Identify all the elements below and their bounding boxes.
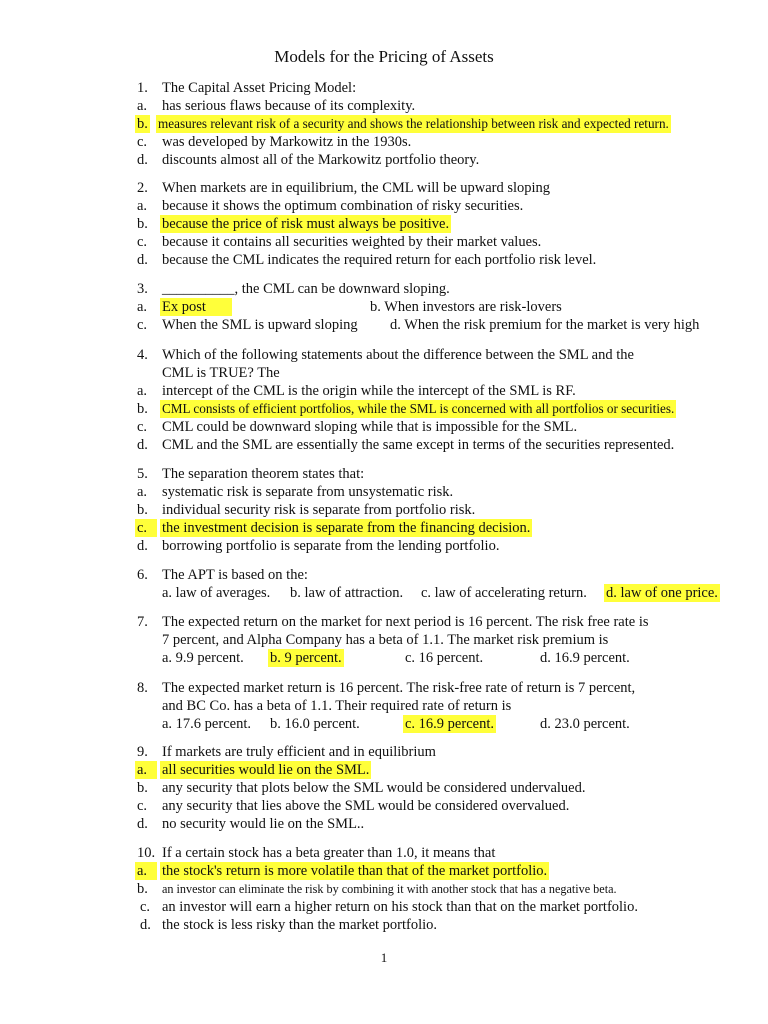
question-stem: If markets are truly efficient and in equilibrium — [162, 744, 436, 760]
option-c: CML could be downward sloping while that is impossible for the SML. — [162, 419, 578, 435]
option-label: d. — [137, 152, 148, 168]
question-stem: The Capital Asset Pricing Model: — [162, 80, 357, 96]
option-label: d. — [137, 437, 148, 453]
option-c: because it contains all securities weighted by their market values. — [162, 234, 542, 250]
option-d: d. 16.9 percent. — [540, 650, 630, 666]
question-5 — [0, 465, 768, 555]
option-b: b. When investors are risk-lovers — [370, 299, 562, 315]
option-a: has serious flaws because of its complexity. — [162, 98, 416, 114]
question-stem-continued: and BC Co. has a beta of 1.1. Their required rate of return is — [162, 698, 512, 714]
option-label: c. — [137, 419, 148, 435]
option-c-highlighted: the investment decision is separate from the financing decision. — [162, 520, 531, 536]
option-d: CML and the SML are essentially the same except in terms of the securities represented. — [162, 437, 675, 453]
option-label: a. — [135, 761, 157, 779]
option-label: a. — [135, 862, 157, 880]
option-b: b. 16.0 percent. — [270, 716, 360, 732]
question-number: 4. — [137, 347, 148, 363]
option-b: b. law of attraction. — [290, 585, 404, 601]
option-b: any security that plots below the SML would be considered undervalued. — [162, 780, 586, 796]
page-title: Models for the Pricing of Assets — [274, 47, 494, 66]
question-stem: The expected market return is 16 percent. The risk-free rate of return is 7 percent, — [162, 680, 636, 696]
question-stem: The APT is based on the: — [162, 567, 308, 583]
option-d: no security would lie on the SML.. — [162, 816, 365, 832]
option-a: a. 17.6 percent. — [162, 716, 251, 732]
question-stem: __________, the CML can be downward sloping. — [162, 281, 450, 297]
option-label: c. — [137, 798, 148, 814]
question-stem: When markets are in equilibrium, the CML will be upward sloping — [162, 180, 551, 196]
option-a: a. law of averages. — [162, 585, 271, 601]
option-d: d. 23.0 percent. — [540, 716, 630, 732]
option-a: a. 9.9 percent. — [162, 650, 244, 666]
option-label: a. — [137, 198, 148, 214]
option-label: a. — [137, 98, 148, 114]
question-stem: The expected return on the market for next period is 16 percent. The risk free rate is — [162, 614, 649, 630]
question-number: 3. — [137, 281, 148, 297]
question-number: 10. — [137, 845, 156, 861]
page-number: 1 — [380, 950, 388, 965]
option-label: b. — [137, 401, 148, 417]
option-label: c. — [140, 899, 151, 915]
option-label: b. — [137, 881, 148, 897]
question-number: 5. — [137, 466, 148, 482]
option-d: borrowing portfolio is separate from the lending portfolio. — [162, 538, 500, 554]
option-b-highlighted: b. 9 percent. — [270, 650, 342, 666]
option-label: b. — [137, 502, 148, 518]
option-b-highlighted: because the price of risk must always be positive. — [162, 216, 450, 232]
question-number: 2. — [137, 180, 148, 196]
option-b: an investor can eliminate the risk by combining it with another stock that has a negative beta. — [162, 882, 617, 896]
option-c: When the SML is upward sloping — [162, 317, 358, 333]
option-label: c. — [137, 234, 148, 250]
option-label: c. — [137, 134, 148, 150]
question-stem: Which of the following statements about the difference between the SML and the — [162, 347, 634, 363]
option-label: c. — [135, 519, 157, 537]
option-a-highlighted: the stock's return is more volatile than that of the market portfolio. — [162, 863, 548, 879]
question-number: 7. — [137, 614, 148, 630]
option-b: individual security risk is separate from portfolio risk. — [162, 502, 476, 518]
option-c: c. law of accelerating return. — [421, 585, 587, 601]
option-d: the stock is less risky than the market portfolio. — [162, 917, 438, 933]
question-stem: The separation theorem states that: — [162, 466, 365, 482]
question-4 — [0, 346, 768, 454]
question-10 — [0, 844, 768, 934]
option-label: d. — [140, 917, 151, 933]
question-number: 1. — [137, 80, 148, 96]
option-b-highlighted: measures relevant risk of a security and shows the relationship between risk and expected return. — [158, 116, 669, 131]
option-d: because the CML indicates the required return for each portfolio risk level. — [162, 252, 597, 268]
option-c: an investor will earn a higher return on his stock than that on the market portfolio. — [162, 899, 638, 915]
question-8 — [0, 679, 768, 733]
option-label: a. — [137, 484, 148, 500]
question-number: 6. — [137, 567, 148, 583]
question-stem-continued: 7 percent, and Alpha Company has a beta of 1.1. The market risk premium is — [162, 632, 609, 648]
option-c: any security that lies above the SML would be considered overvalued. — [162, 798, 570, 814]
option-c: c. 16 percent. — [405, 650, 484, 666]
option-a: because it shows the optimum combination of risky securities. — [162, 198, 524, 214]
option-a: intercept of the CML is the origin while the intercept of the SML is RF. — [162, 383, 576, 399]
question-7 — [0, 613, 768, 667]
option-a-highlighted: all securities would lie on the SML. — [162, 762, 370, 778]
option-label: c. — [137, 317, 148, 333]
option-label: a. — [137, 383, 148, 399]
question-2 — [0, 179, 768, 269]
question-number: 9. — [137, 744, 148, 760]
option-c-highlighted: c. 16.9 percent. — [405, 716, 494, 732]
option-a: systematic risk is separate from unsystematic risk. — [162, 484, 454, 500]
option-label: b. — [137, 216, 148, 232]
question-stem-continued: CML is TRUE? The — [162, 365, 280, 381]
option-d-highlighted: d. law of one price. — [606, 585, 718, 601]
question-number: 8. — [137, 680, 148, 696]
question-stem: If a certain stock has a beta greater than 1.0, it means that — [162, 845, 496, 861]
option-label: d. — [137, 252, 148, 268]
option-c: was developed by Markowitz in the 1930s. — [162, 134, 412, 150]
question-3 — [0, 280, 768, 334]
option-d: discounts almost all of the Markowitz portfolio theory. — [162, 152, 480, 168]
option-a-highlighted: Ex post — [160, 298, 232, 316]
option-label: b. — [137, 780, 148, 796]
option-b-highlighted: CML consists of efficient portfolios, while the SML is concerned with all portfolios or securities. — [162, 401, 675, 416]
option-label: a. — [137, 299, 148, 315]
option-d: d. When the risk premium for the market is very high — [390, 317, 700, 333]
question-1 — [0, 79, 768, 169]
question-9 — [0, 743, 768, 833]
option-label: d. — [137, 538, 148, 554]
option-label: b. — [137, 116, 148, 132]
option-label: d. — [137, 816, 148, 832]
question-6 — [0, 566, 768, 602]
